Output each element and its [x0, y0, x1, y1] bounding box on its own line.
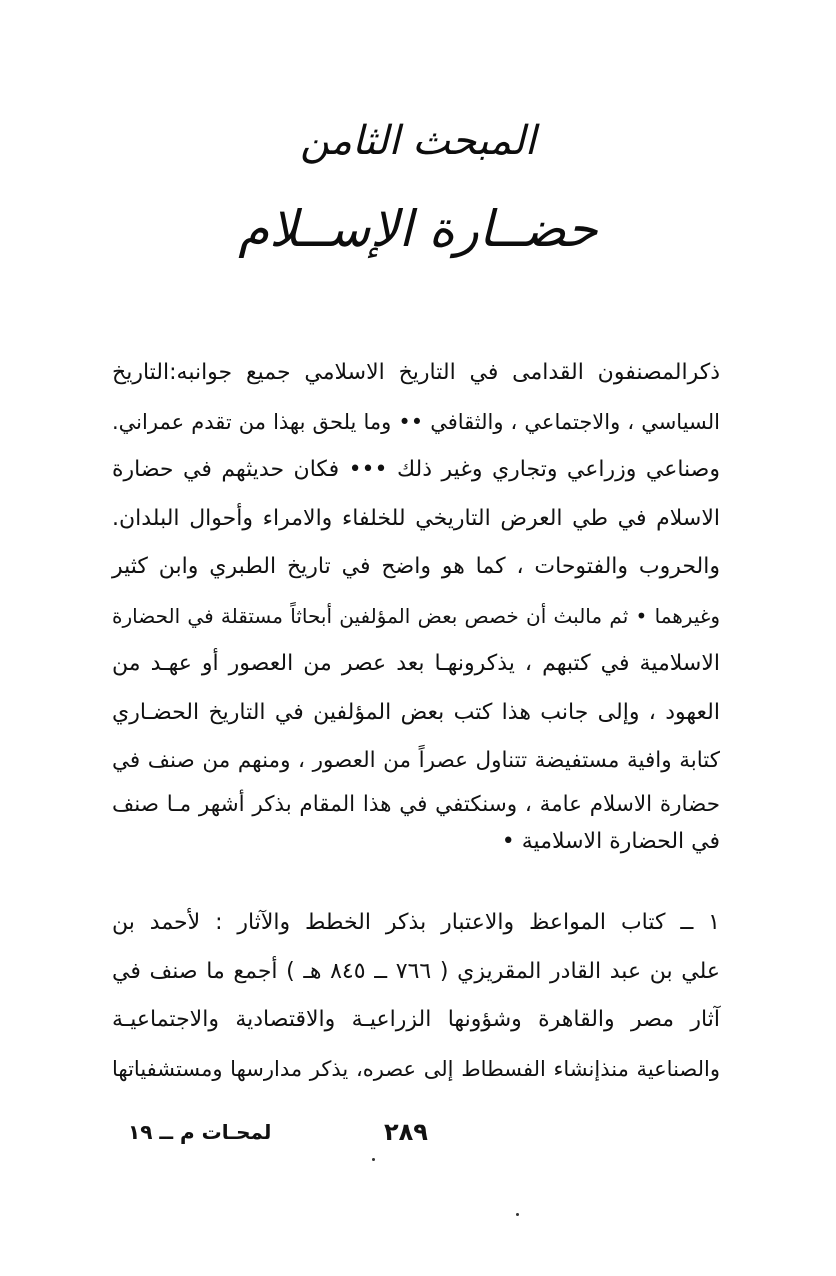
text-line: السياسي ، والاجتماعي ، والثقافي •• وما يلحق بهذا من تقدم عمراني. [112, 409, 720, 434]
chapter-title: حضــارة الإســلام [238, 200, 598, 258]
text-line: والصناعية منذإنشاء الفسطاط إلى عصره، يذكر مدارسها ومستشفياتها [112, 1056, 720, 1081]
text-line: والحروب والفتوحات ، كما هو واضح في تاريخ الطبري وابن كثير [112, 554, 720, 579]
text-line: آثار مصر والقاهرة وشؤونها الزراعيـة والاقتصادية والاجتماعيـة [112, 1007, 720, 1032]
paragraph-item-1 [112, 899, 720, 1093]
text-line: الاسلام في طي العرض التاريخي للخلفاء والامراء وأحوال البلدان. [112, 505, 720, 531]
text-line: العهود ، وإلى جانب هذا كتب بعض المؤلفين في التاريخ الحضـاري [112, 699, 720, 725]
printer-signature: لمحـات م ــ ١٩ [128, 1120, 272, 1144]
text-line: وصناعي وزراعي وتجاري وغير ذلك ••• فكان حديثهم في حضارة [112, 457, 720, 482]
text-line: ١ ــ كتاب المواعظ والاعتبار بذكر الخطط والآثار : لأحمد بن [112, 910, 720, 935]
text-line: في الحضارة الاسلامية • [501, 828, 720, 854]
page-number: ٢٨٩ [384, 1118, 428, 1146]
text-line: وغيرهما • ثم مالبث أن خصص بعض المؤلفين أبحاثاً مستقلة في الحضارة [112, 603, 720, 628]
paragraph-introduction [112, 349, 720, 860]
text-line: علي بن عبد القادر المقريزي ( ٧٦٦ ــ ٨٤٥ هـ ) أجمع ما صنف في [112, 958, 720, 984]
text-line: الاسلامية في كتبهم ، يذكرونهـا بعد عصر من العصور أو عهـد من [112, 651, 720, 676]
section-heading: المبحث الثامن [300, 118, 536, 164]
text-line: حضارة الاسلام عامة ، وسنكتفي في هذا المقام بذكر أشهر مـا صنف [112, 791, 720, 817]
ink-speck [372, 1158, 375, 1161]
text-line: كتابة وافية مستفيضة تتناول عصراً من العصور ، ومنهم من صنف في [112, 748, 720, 773]
page-footer [0, 1118, 836, 1158]
text-line: ذكرالمصنفون القدامى في التاريخ الاسلامي جميع جوانبه:التاريخ [112, 360, 720, 385]
ink-speck [516, 1213, 519, 1216]
